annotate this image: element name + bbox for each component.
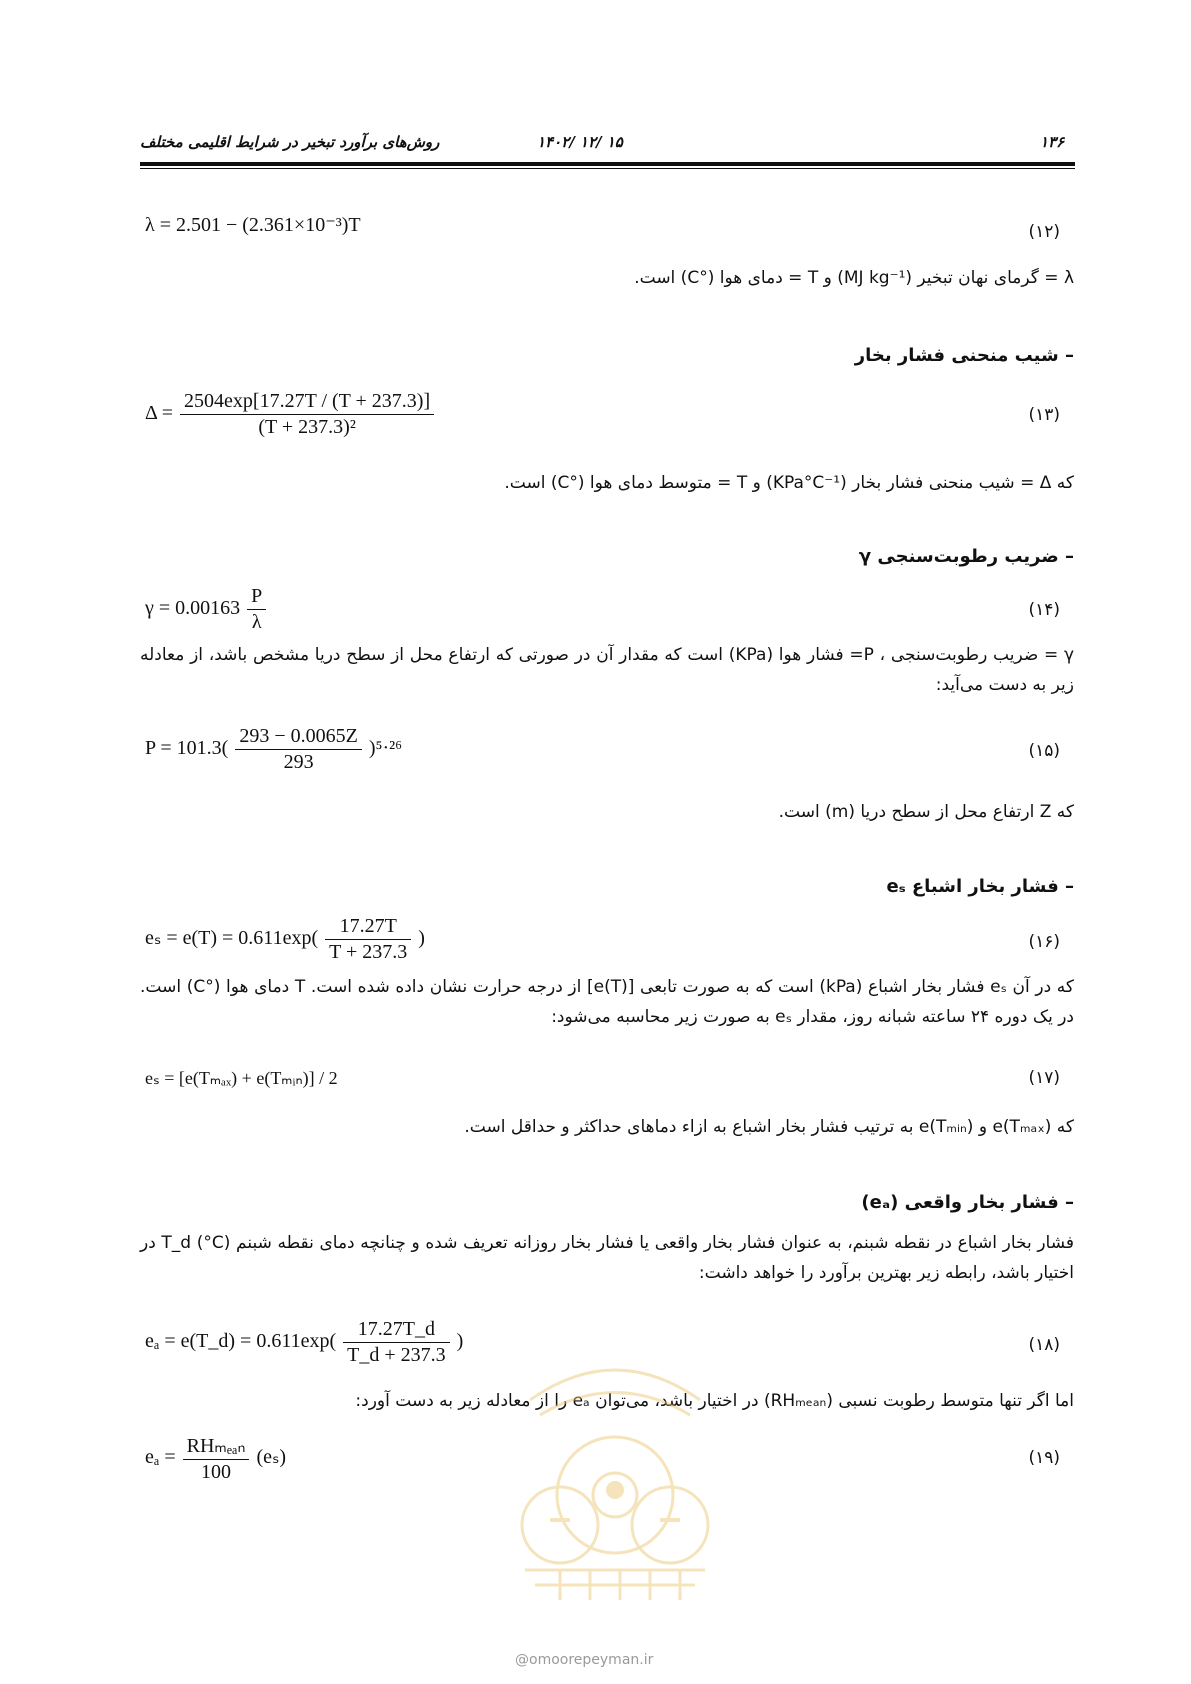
equation-number-12: (۱۲) — [1028, 222, 1060, 242]
watermark-logo — [500, 1320, 730, 1620]
equation-13 — [145, 390, 436, 439]
equation-15 — [145, 725, 402, 774]
equation-19-denominator: 100 — [201, 1461, 232, 1483]
paragraph-17: که e(Tₘₐₓ) و e(Tₘᵢₙ) به ترتیب فشار بخار اشباع به ازاء دماهای حداکثر و حداقل است. — [464, 1117, 1074, 1137]
equation-12: λ = 2.501 − (2.361×10⁻³)T — [145, 214, 361, 236]
paragraph-13: که Δ = شیب منحنی فشار بخار (KPa°C⁻¹) و T = متوسط دمای هوا (°C) است. — [504, 473, 1074, 493]
section-heading-ea: – فشار بخار واقعی (eₐ) — [861, 1192, 1074, 1213]
paragraph-15: که Z ارتفاع محل از سطح دریا (m) است. — [778, 802, 1074, 822]
equation-13-lhs: Δ = — [145, 402, 174, 425]
equation-15-rhs: )⁵·²⁶ — [368, 737, 403, 760]
header-rule-thick — [140, 162, 1075, 166]
equation-17: eₛ = [e(Tₘₐₓ) + e(Tₘᵢₙ)] / 2 — [145, 1068, 338, 1088]
equation-13-fraction — [180, 390, 434, 439]
equation-18-denominator: T_d + 237.3 — [347, 1344, 446, 1366]
paragraph-14: γ = ضریب رطوبت‌سنجی ، P= فشار هوا (KPa) است که مقدار آن در صورتی که ارتفاع محل از سطح دریا مشخص باشد، از معادله زیر به دست می‌آید: — [140, 645, 1075, 695]
equation-18-lhs: eₐ = e(T_d) = 0.611exp( — [145, 1330, 337, 1353]
equation-16 — [145, 915, 425, 964]
paragraph-18: فشار بخار اشباع در نقطه شبنم، به عنوان فشار بخار واقعی یا فشار بخار روزانه تعریف شده و چنانچه دمای نقطه شبنم T_d (°C) در اختیار باشد، رابطه زیر بهترین برآورد را خواهد داشت: — [140, 1233, 1075, 1283]
equation-19-rhs: (eₛ) — [256, 1446, 287, 1469]
equation-14-denominator: λ — [251, 611, 262, 633]
equation-18-fraction — [343, 1318, 450, 1367]
equation-19-numerator: RHₘₑₐₙ — [183, 1433, 250, 1460]
paragraph-16: که در آن eₛ فشار بخار اشباع (kPa) است که به صورت تابعی [e(T)] از درجه حرارت نشان داده شده است. T دمای هوا (°C) است. در یک دوره ۲۴ ساعته شبانه روز، مقدار eₛ به صورت زیر محاسبه می‌شود: — [140, 977, 1075, 1027]
section-heading-slope: – شیب منحنی فشار بخار — [854, 345, 1074, 366]
equation-16-rhs: ) — [418, 927, 425, 950]
section-heading-gamma: – ضریب رطوبت‌سنجی γ — [858, 546, 1074, 567]
equation-15-denominator: 293 — [283, 751, 314, 773]
equation-number-17: (۱۷) — [1028, 1068, 1060, 1088]
equation-13-numerator: 2504exp[17.27T / (T + 237.3)] — [180, 390, 434, 415]
header-rule-thin — [140, 168, 1075, 169]
equation-15-lhs: P = 101.3( — [145, 737, 229, 760]
equation-16-fraction — [325, 915, 411, 964]
equation-15-fraction — [235, 725, 362, 774]
running-title: روش‌های برآورد تبخیر در شرایط اقلیمی مختلف — [140, 133, 440, 151]
equation-number-13: (۱۳) — [1028, 405, 1060, 425]
equation-number-14: (۱۴) — [1028, 600, 1060, 620]
equation-13-denominator: (T + 237.3)² — [258, 416, 356, 438]
equation-16-numerator: 17.27T — [325, 915, 411, 940]
equation-number-16: (۱۶) — [1028, 932, 1060, 952]
equation-16-denominator: T + 237.3 — [329, 941, 408, 963]
paragraph-19: اما اگر تنها متوسط رطوبت نسبی (RHₘₑₐₙ) در اختیار باشد، می‌توان eₐ را از معادله زیر به دست آورد: — [355, 1391, 1074, 1411]
section-heading-es: – فشار بخار اشباع eₛ — [886, 876, 1074, 897]
equation-18-numerator: 17.27T_d — [343, 1318, 450, 1343]
equation-19-lhs: eₐ = — [145, 1446, 176, 1469]
equation-number-19: (۱۹) — [1028, 1448, 1060, 1468]
paragraph-12: λ = گرمای نهان تبخیر (MJ kg⁻¹) و T = دمای هوا (°C) است. — [634, 268, 1074, 288]
equation-15-numerator: 293 − 0.0065Z — [235, 725, 362, 750]
equation-18-rhs: ) — [456, 1330, 464, 1353]
watermark-url: @omoorepeyman.ir — [515, 1652, 654, 1668]
equation-16-lhs: eₛ = e(T) = 0.611exp( — [145, 927, 319, 950]
equation-14 — [145, 585, 268, 634]
equation-14-lhs: γ = 0.00163 — [145, 597, 241, 620]
equation-number-18: (۱۸) — [1028, 1335, 1060, 1355]
equation-19 — [145, 1433, 286, 1484]
equation-18 — [145, 1318, 463, 1367]
equation-14-numerator: P — [247, 585, 266, 610]
equation-number-15: (۱۵) — [1028, 741, 1060, 761]
equation-19-fraction — [183, 1433, 250, 1484]
page-number: ۱۳۶ — [1040, 133, 1065, 151]
equation-14-fraction — [247, 585, 266, 634]
header-date: ۱۴۰۲/ ۱۲/ ۱۵ — [537, 133, 623, 151]
